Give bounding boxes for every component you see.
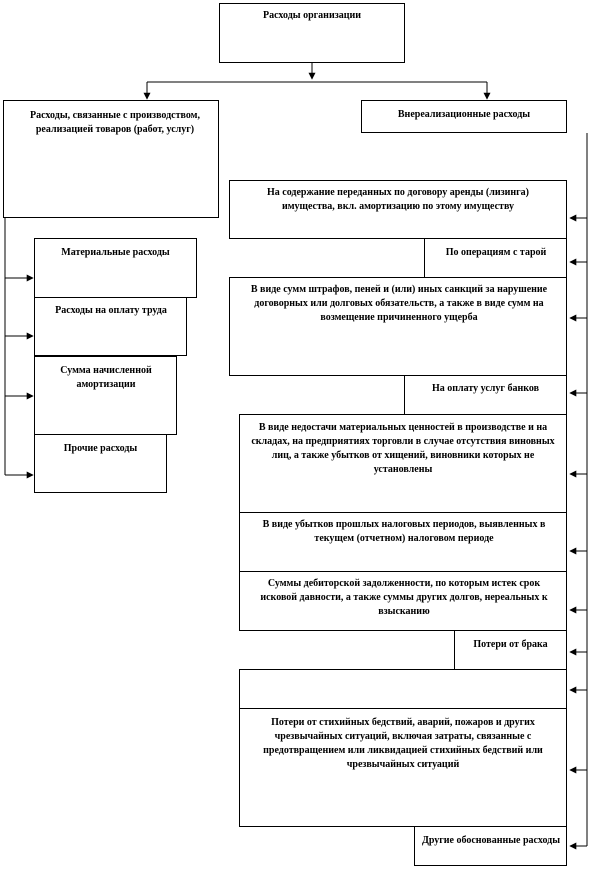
production-item-material: Материальные расходы [61, 247, 170, 258]
production-item-labor: Расходы на оплату труда [55, 305, 167, 316]
non-operating-item-defects: Потери от брака [473, 639, 548, 650]
root-label: Расходы организации [262, 10, 362, 21]
non-operating-item-bank-services: На оплату услуг банков [432, 383, 539, 394]
non-operating-item-disasters: Потери от стихийных бедствий, аварий, пожаров и других чрезвычайных ситуаций, включая затраты, связанные с предотвращением или ликвидацией стихийных бедствий или чрезвычайных ситуаций [263, 717, 543, 770]
non-operating-item-shortages: В виде недостачи материальных ценностей в производстве и на складах, на предприятиях торговли в случае отсутствия виновных лиц, а также убытков от хищений, виновники которых не установлены [251, 422, 555, 475]
non-operating-label: Внереализационные расходы [397, 109, 531, 120]
production-item-other: Прочие расходы [63, 443, 138, 454]
non-operating-item-packaging: По операциям с тарой [445, 247, 547, 258]
non-operating-item-receivables: Суммы дебиторской задолженности, по которым истек срок исковой давности, а также суммы других долгов, нереальных к взысканию [260, 578, 548, 617]
production-item-depreciation: Сумма начисленной амортизации [60, 365, 152, 390]
non-operating-item-prior-losses: В виде убытков прошлых налоговых периодов, выявленных в текущем (отчетном) налоговом периоде [262, 519, 546, 544]
non-operating-item-lease: На содержание переданных по договору аренды (лизинга) имущества, вкл. амортизацию по этому имуществу [266, 187, 530, 212]
non-operating-item-other: Другие обоснованные расходы [421, 835, 561, 846]
non-operating-item-box [239, 669, 567, 709]
non-operating-item-penalties: В виде сумм штрафов, пеней и (или) иных санкций за нарушение договорных или долговых обязательств, а также в виде сумм на возмещение причиненного ущерба [250, 284, 548, 323]
production-label: Расходы, связанные с производством, реализацией товаров (работ, услуг) [30, 110, 200, 135]
